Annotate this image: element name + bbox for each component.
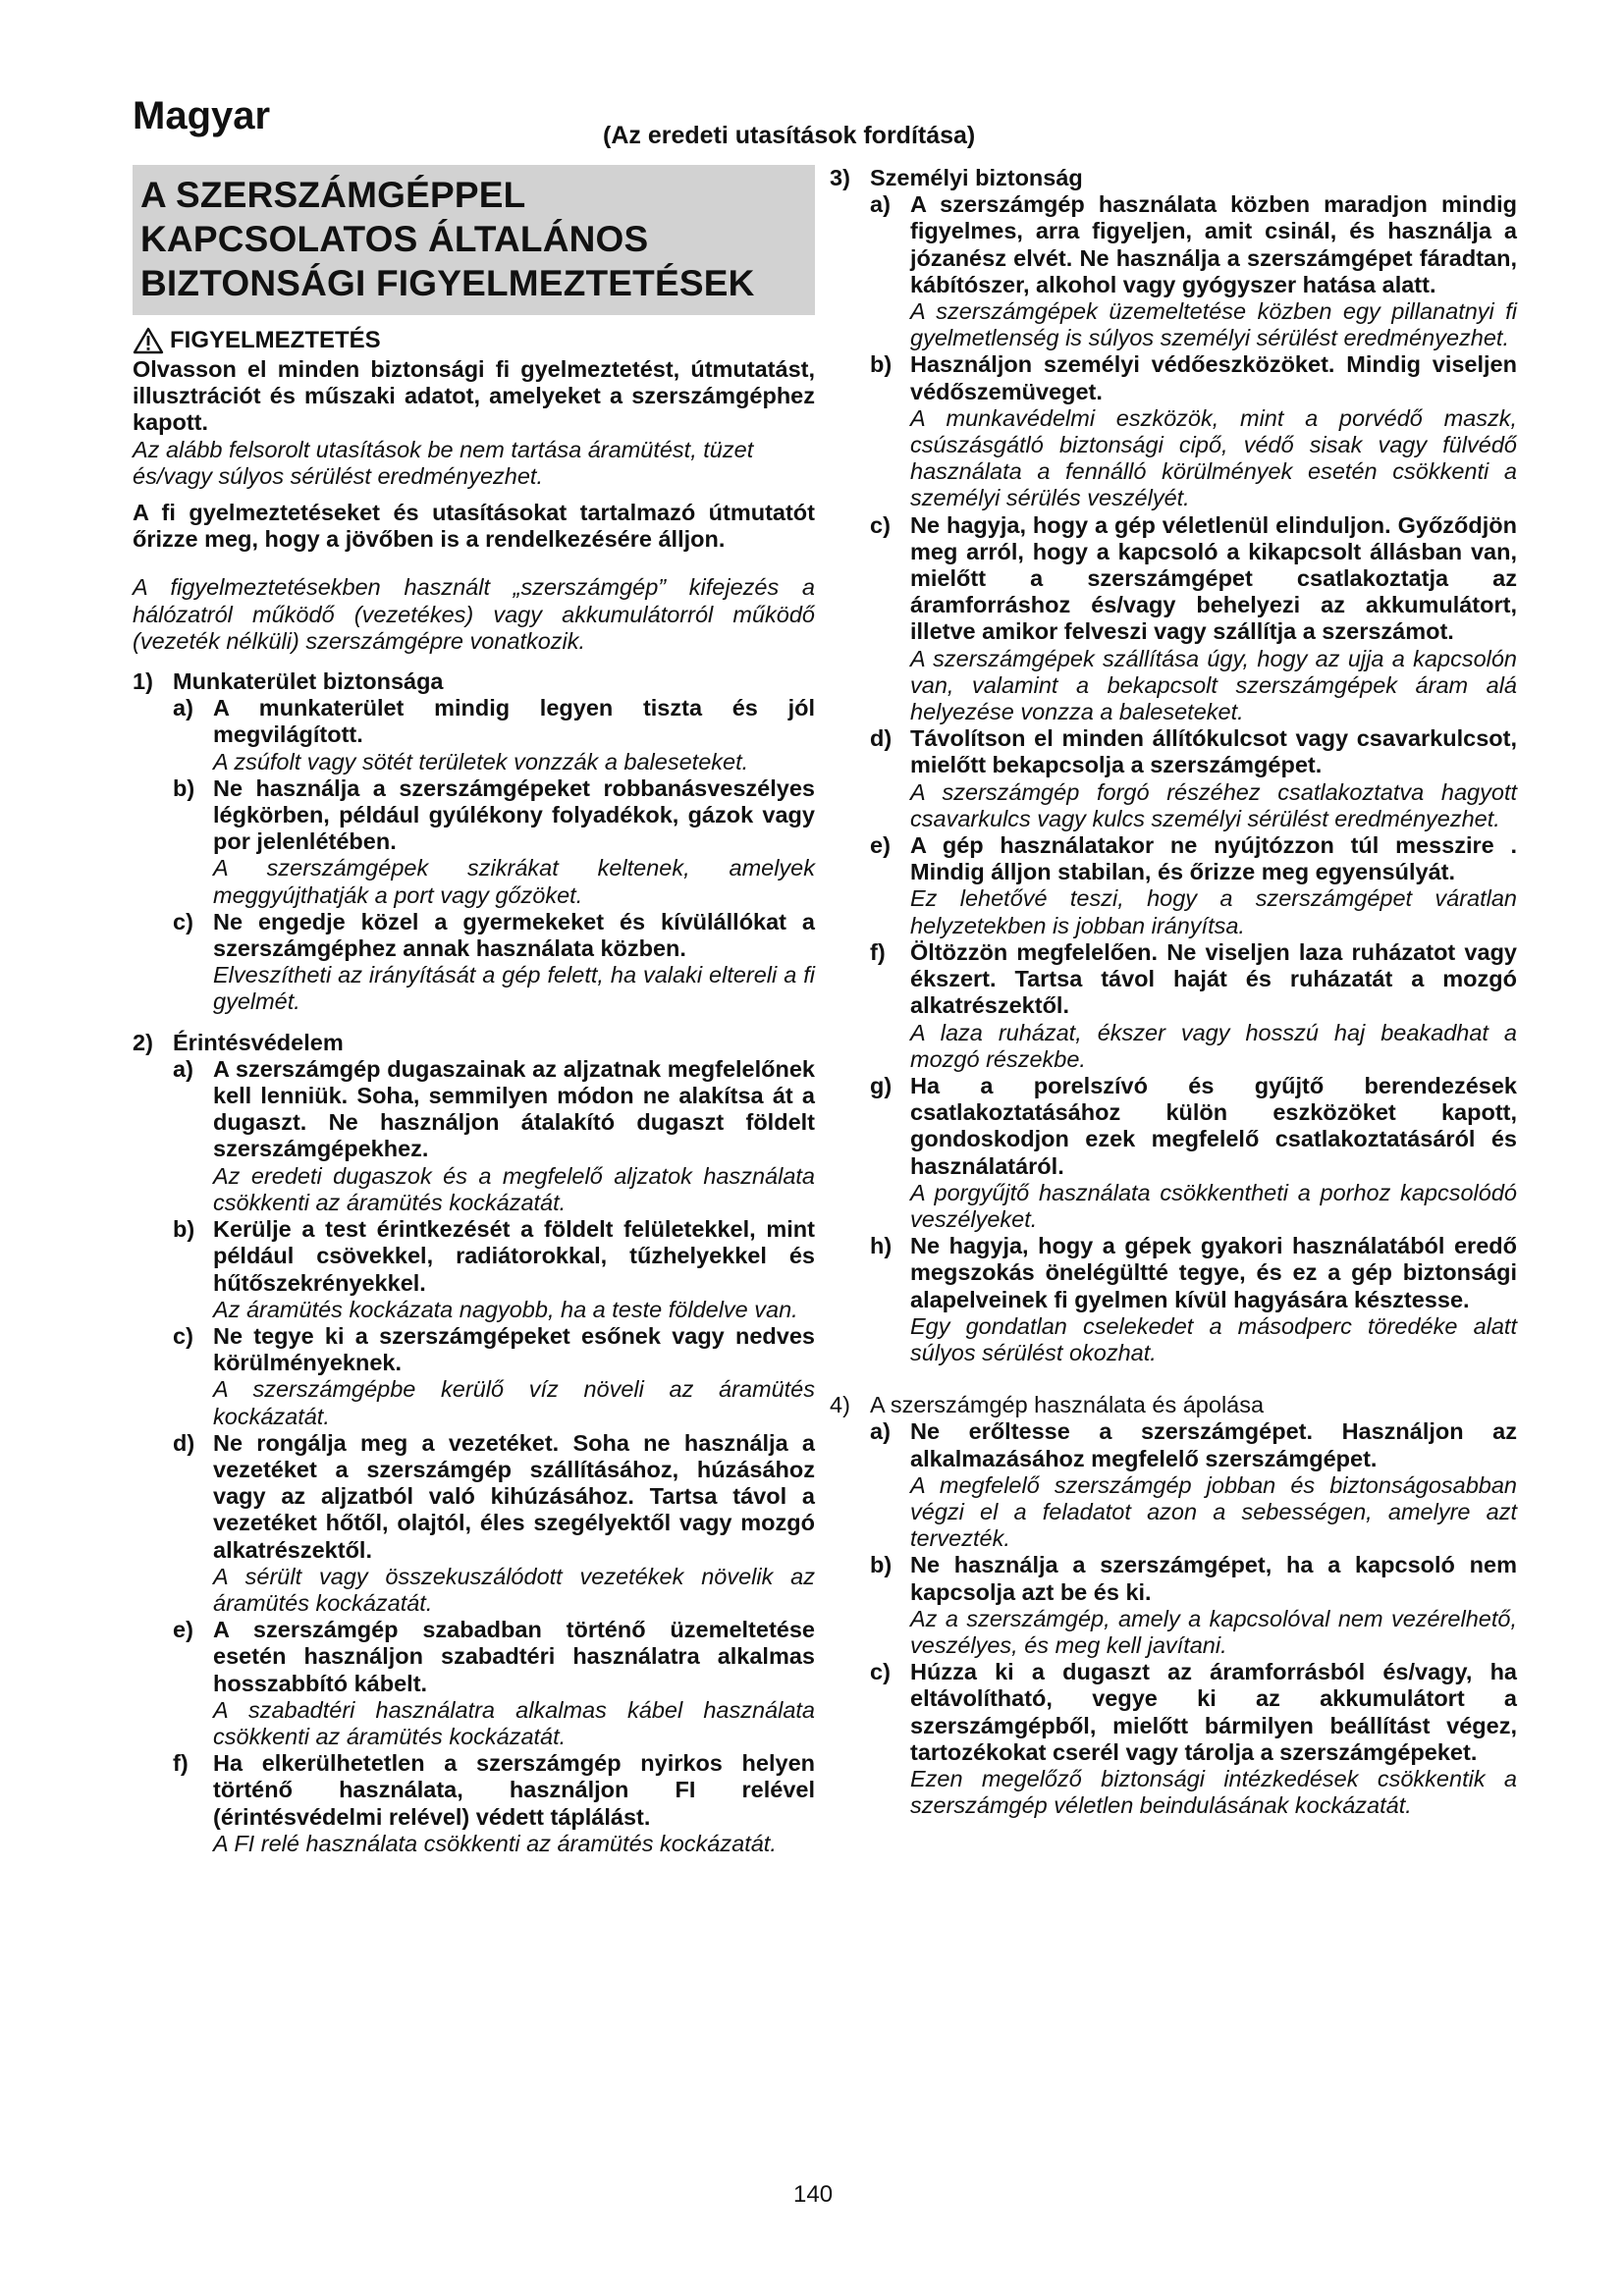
section-title: Személyi biztonság [870,165,1083,190]
item-note: A laza ruházat, ékszer vagy hosszú haj beakadhat a mozgó részekbe. [910,1019,1517,1072]
item-text: Öltözzön megfelelően. Ne viseljen laza ruházatot vagy ékszert. Tartsa távol haját és ruházatát a mozgó alkatrészektől. [910,938,1517,1019]
item-note: A munkavédelmi eszközök, mint a porvédő maszk, csúszásgátló biztonsági cipő, védő sisak vagy fülvédő használata a fennálló körülmények esetén csökkenti a személyi sérülés veszélyét. [910,404,1517,511]
section-number: 4) [830,1392,850,1418]
item-note: A FI relé használata csökkenti az áramütés kockázatát. [213,1830,777,1856]
warning-triangle-icon [133,327,164,354]
document-subtitle: (Az eredeti utasítások fordítása) [603,122,976,149]
list-item [133,1216,815,1323]
list-item [830,191,1517,351]
item-note: A szabadtéri használatra alkalmas kábel használata csökkenti az áramütés kockázatát. [213,1696,815,1749]
item-text: A munkaterület mindig legyen tiszta és jól megvilágított. [213,695,815,748]
item-note: A porgyűjtő használata csökkentheti a porhoz kapcsolódó veszélyeket. [910,1179,1517,1232]
item-text: Ha elkerülhetetlen a szerszámgép nyirkos helyen történő használata, használjon FI relével (érintésvédelmi relével) védett táplálást. [213,1750,815,1830]
item-label: a) [870,1418,891,1445]
title-line: BIZTONSÁGI FIGYELMEZTETÉSEK [140,263,755,303]
list-item [830,939,1517,1073]
item-note: A megfelelő szerszámgép jobban és biztonságosabban végzi el a feladatot azon a sebességen, amelyre azt tervezték. [910,1471,1517,1552]
item-note: Egy gondatlan cselekedet a másodperc töredéke alatt súlyos sérülést okozhat. [910,1312,1517,1365]
title-line: A SZERSZÁMGÉPPEL [140,175,526,215]
section-title: Érintésvédelem [173,1029,344,1055]
item-note: A szerszámgép forgó részéhez csatlakoztatva hagyott csavarkulcs vagy kulcs személyi sérülést eredményezhet. [910,778,1517,831]
item-text: Ne rongálja meg a vezetéket. Soha ne használja a vezetéket a szerszámgép szállításához, húzásához vagy az aljzatból való kihúzásához. Tartsa távol a vezetéket hőtől, olajtól, éles szegélyektől vagy mozgó alkatrészektől. [213,1429,815,1563]
item-text: Használjon személyi védőeszközöket. Mindig viseljen védőszemüveget. [910,351,1517,404]
list-item [133,1617,815,1750]
list-item [133,1056,815,1216]
section-number: 2) [133,1029,153,1055]
list-item [133,775,815,909]
item-note: A zsúfolt vagy sötét területek vonzzák a baleseteket. [213,748,749,774]
item-label: d) [173,1429,195,1456]
item-label: b) [870,351,893,378]
item-label: h) [870,1233,893,1259]
item-note: Ez lehetővé teszi, hogy a szerszámgépet váratlan helyzetekben is jobban irányítsa. [910,885,1517,938]
section-number: 3) [830,165,850,190]
item-label: a) [870,191,891,218]
section-heading [830,165,1517,191]
item-label: e) [870,832,891,859]
list-item [830,1659,1517,1819]
item-label: e) [173,1617,193,1643]
section-title: Munkaterület biztonsága [173,668,444,695]
item-text: A szerszámgép használata közben maradjon mindig figyelmes, arra figyeljen, amit csinál, és használja a józanész elvét. Ne használja a szerszámgépet fáradtan, kábítószer, alkohol vagy gyógyszer hatása alatt. [910,191,1517,297]
item-note: A szerszámgépek szállítása úgy, hogy az ujja a kapcsolón van, valamint a bekapcsolt szerszámgépek áram alá helyezése vonzza a baleseteket. [910,645,1517,725]
warning-heading-text: FIGYELMEZTETÉS [170,327,381,354]
list-item [830,351,1517,511]
list-item [830,725,1517,832]
keep-instructions-text: A fi gyelmeztetéseket és utasításokat tartalmazó útmutatót őrizze meg, hogy a jövőben is a rendelkezésére álljon. [133,500,815,553]
item-label: f) [173,1750,189,1777]
list-item [830,832,1517,939]
item-text: A gép használatakor ne nyújtózzon túl messzire . Mindig álljon stabilan, és őrizze meg egyensúlyát. [910,832,1517,885]
item-label: d) [870,725,893,752]
item-text: Ne használja a szerszámgépet, ha a kapcsoló nem kapcsolja azt be és ki. [910,1552,1517,1605]
item-note: A szerszámgépek üzemeltetése közben egy pillanatnyi fi gyelmetlenség is súlyos személyi sérülést eredményezhet. [910,298,1517,351]
list-item [830,1418,1517,1552]
title-line: KAPCSOLATOS ÁLTALÁNOS [140,219,649,259]
item-text: Húzza ki a dugaszt az áramforrásból és/vagy, ha eltávolítható, vegye ki az akkumulátort a szerszámgépből, mielőtt bármilyen beállítást végez, tartozékokat cserél vagy tárolja a szerszámgépeket. [910,1659,1517,1765]
warning-heading [133,327,815,354]
item-text: Kerülje a test érintkezését a földelt felületekkel, mint például csövekkel, radiátorokkal, tűzhelyekkel és hűtőszekrényekkel. [213,1216,815,1296]
item-note: A szerszámgépbe kerülő víz növeli az áramütés kockázatát. [213,1376,815,1429]
item-text: Ne tegye ki a szerszámgépeket esőnek vagy nedves körülményeknek. [213,1322,815,1376]
item-label: c) [870,1659,891,1685]
list-item [830,1073,1517,1233]
item-note: Elveszítheti az irányítását a gép felett, ha valaki eltereli a fi gyelmét. [213,962,815,1015]
left-column [133,165,815,1857]
list-item [133,1750,815,1857]
list-item [830,1233,1517,1366]
warning-italic-text: Az alább felsorolt utasítások be nem tartása áramütést, tüzet és/vagy súlyos sérülést eredményezhet. [133,436,754,489]
item-note: Az eredeti dugaszok és a megfelelő aljzatok használata csökkenti az áramütés kockázatát. [213,1162,815,1215]
section-number: 1) [133,668,153,695]
item-text: Távolítson el minden állítókulcsot vagy csavarkulcsot, mielőtt bekapcsolja a szerszámgépet. [910,725,1517,778]
item-note: Ezen megelőző biztonsági intézkedések csökkentik a szerszámgép véletlen beindulásának kockázatát. [910,1765,1517,1819]
item-label: b) [173,774,195,801]
list-item [830,1552,1517,1659]
item-label: b) [173,1216,195,1243]
item-text: Ne engedje közel a gyermekeket és kívülállókat a szerszámgéphez annak használata közben. [213,908,815,962]
section-title: A szerszámgép használata és ápolása [870,1392,1265,1418]
item-text: Ha a porelszívó és gyűjtő berendezések csatlakoztatásához külön eszközöket kapott, gondoskodjon ezek megfelelő csatlakoztatásáról és használatáról. [910,1072,1517,1179]
item-label: b) [870,1552,893,1578]
item-label: c) [870,511,891,538]
item-note: Az áramütés kockázata nagyobb, ha a teste földelve van. [213,1296,798,1322]
item-label: g) [870,1072,893,1098]
warning-bold-text: Olvasson el minden biztonsági fi gyelmeztetést, útmutatást, illusztrációt és műszaki adatot, amelyeket a szerszámgéphez kapott. [133,356,815,436]
item-text: Ne hagyja, hogy a gép véletlenül elinduljon. Győződjön meg arról, hogy a kapcsoló a kikapcsolt állásban van, mielőtt a szerszámgépet csatlakoztatja az áramforráshoz és/vagy behelyezi az akkumulátort, illetve amikor felveszi vagy szállítja a szerszámot. [910,511,1517,645]
item-note: A szerszámgépek szikrákat keltenek, amelyek meggyújthatják a port vagy gőzöket. [213,855,815,908]
section-heading [133,1030,815,1056]
definition-text: A figyelmeztetésekben használt „szerszámgép” kifejezés a hálózatról működő (vezetékes) vagy akkumulátorról működő (vezeték nélküli) szerszámgépre vonatkozik. [133,574,815,654]
item-label: a) [173,695,193,721]
list-item [133,909,815,1016]
item-text: Ne hagyja, hogy a gépek gyakori használatából eredő megszokás önelégültté tegye, és ez a gép biztonsági alapelveinek fi gyelmen kívül hagyására késztesse. [910,1233,1517,1312]
page-number: 140 [793,2181,834,2208]
section-heading [830,1392,1517,1418]
item-text: A szerszámgép dugaszainak az aljzatnak megfelelőnek kell lenniük. Soha, semmilyen módon ne alakítsa át a dugaszt. Ne használjon átalakító dugaszt földelt szerszámgépekhez. [213,1055,815,1162]
list-item [830,512,1517,726]
list-item [133,1430,815,1617]
page-title [133,165,815,315]
item-text: Ne erőltesse a szerszámgépet. Használjon az alkalmazásához megfelelő szerszámgépet. [910,1418,1517,1471]
list-item [133,1323,815,1430]
item-text: Ne használja a szerszámgépeket robbanásveszélyes légkörben, például gyúlékony folyadékok, gázok vagy por jelenlétében. [213,774,815,855]
item-note: Az a szerszámgép, amely a kapcsolóval nem vezérelhető, veszélyes, és meg kell javítani. [910,1605,1517,1658]
right-column [830,165,1517,1819]
section-heading [133,668,815,695]
item-note: A sérült vagy összekuszálódott vezetékek növelik az áramütés kockázatát. [213,1563,815,1616]
item-label: a) [173,1055,193,1082]
item-label: f) [870,938,886,965]
item-label: c) [173,908,193,934]
item-label: c) [173,1322,193,1349]
item-text: A szerszámgép szabadban történő üzemeltetése esetén használjon szabadtéri használatra alkalmas hosszabbító kábelt. [213,1617,815,1696]
language-label: Magyar [133,94,271,137]
list-item [133,695,815,775]
